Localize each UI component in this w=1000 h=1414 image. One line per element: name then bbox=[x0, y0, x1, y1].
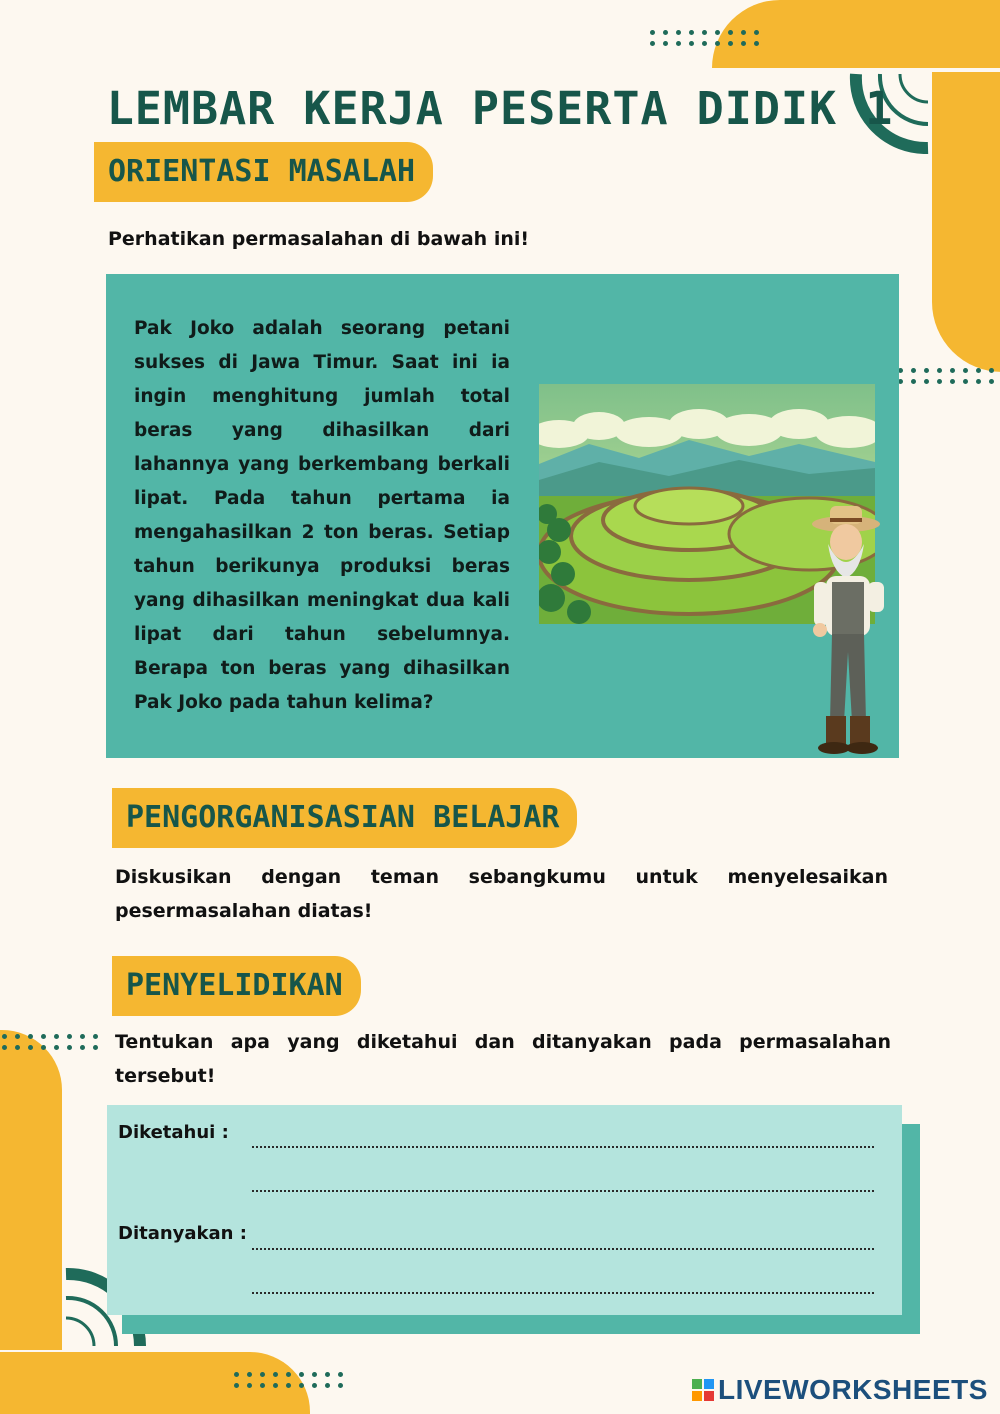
section-label-penyelidikan: PENYELIDIKAN bbox=[112, 956, 361, 1016]
dots-decor-bottom bbox=[234, 1372, 343, 1388]
story-text: Pak Joko adalah seorang petani sukses di Jawa Timur. Saat ini ia ingin menghitung jumlah total beras yang dihasilkan dari lahannya yang berkembang berkali lipat. Pada tahun pertama ia mengahasilkan 2 ton beras. Setiap tahun berikunya produksi beras yang dihasilkan meningkat dua kali lipat dari tahun sebelumnya. Berapa ton beras yang dihasilkan Pak Joko pada tahun kelima? bbox=[134, 318, 510, 713]
page-title: LEMBAR KERJA PESERTA DIDIK 1 bbox=[106, 82, 894, 135]
known-label: Diketahui : bbox=[118, 1122, 229, 1143]
decor-yellow-left bbox=[0, 1030, 62, 1350]
dots-decor-top bbox=[650, 30, 759, 46]
brand-name: LIVEWORKSHEETS bbox=[718, 1374, 988, 1405]
asked-answer-line-2[interactable] bbox=[252, 1292, 874, 1294]
dots-decor-right bbox=[898, 368, 994, 384]
asked-answer-line-1[interactable] bbox=[252, 1248, 874, 1250]
section-label-orientasi: ORIENTASI MASALAH bbox=[94, 142, 433, 202]
farmer-illustration bbox=[800, 502, 904, 758]
instruction-penyelidikan: Tentukan apa yang diketahui dan ditanyakan pada permasalahan tersebut! bbox=[115, 1031, 891, 1087]
liveworksheets-logo-icon bbox=[692, 1379, 714, 1401]
section-label-pengorganisasian: PENGORGANISASIAN BELAJAR bbox=[112, 788, 577, 848]
instruction-orientasi: Perhatikan permasalahan di bawah ini! bbox=[108, 228, 530, 250]
instruction-pengorganisasian: Diskusikan dengan teman sebangkumu untuk menyelesaikan pesermasalahan diatas! bbox=[115, 866, 888, 922]
liveworksheets-brand[interactable] bbox=[692, 1374, 988, 1406]
known-answer-line-2[interactable] bbox=[252, 1190, 874, 1192]
dots-decor-left bbox=[2, 1034, 98, 1050]
known-answer-line-1[interactable] bbox=[252, 1146, 874, 1148]
asked-label: Ditanyakan : bbox=[118, 1223, 247, 1244]
